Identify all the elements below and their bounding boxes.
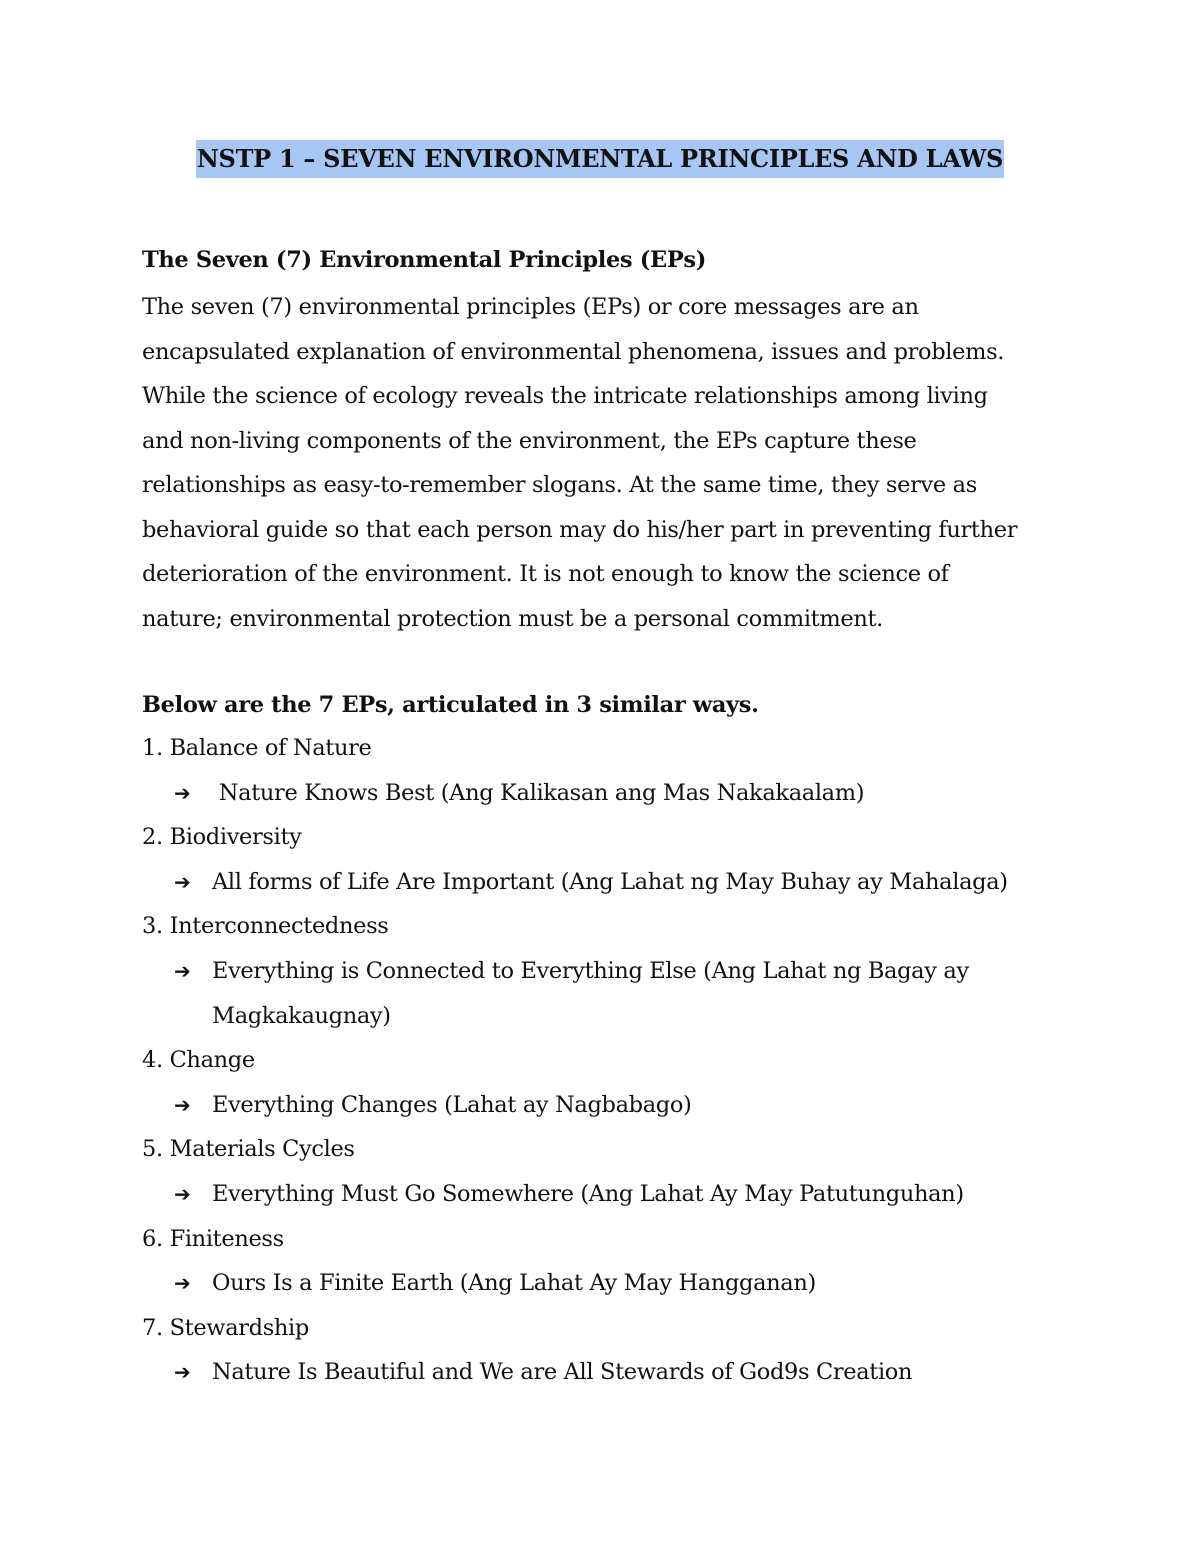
- document-title: NSTP 1 – SEVEN ENVIRONMENTAL PRINCIPLES AND LAWS: [196, 140, 1004, 178]
- principle-title: 2. Biodiversity: [142, 824, 302, 851]
- list-item: [142, 815, 1062, 904]
- slogan-line: All forms of Life Are Important (Ang Lahat ng May Buhay ay Mahalaga): [212, 868, 1008, 895]
- intro-line: deterioration of the environment. It is not enough to know the science of: [142, 561, 949, 587]
- list-item: [142, 1127, 1062, 1216]
- intro-line: behavioral guide so that each person may do his/her part in preventing further: [142, 516, 1018, 543]
- title-container: [0, 140, 1200, 178]
- arrow-icon: ➔: [174, 1360, 191, 1385]
- intro-line: and non-living components of the environment, the EPs capture these: [142, 427, 917, 454]
- arrow-icon: ➔: [174, 958, 191, 983]
- principle-slogan: [142, 1261, 1062, 1306]
- principle-title: 3. Interconnectedness: [142, 913, 389, 940]
- section-heading: The Seven (7) Environmental Principles (EPs): [142, 247, 707, 273]
- principle-slogan: [142, 771, 1062, 816]
- list-item: [142, 726, 1062, 815]
- slogan-line: Everything is Connected to Everything Else (Ang Lahat ng Bagay ay: [212, 957, 969, 984]
- list-item: [142, 1217, 1062, 1306]
- principle-slogan: [142, 949, 1062, 1038]
- arrow-icon: ➔: [174, 780, 191, 805]
- principle-slogan: [142, 1172, 1062, 1217]
- intro-line: nature; environmental protection must be a personal commitment.: [142, 605, 883, 632]
- slogan-line: Nature Is Beautiful and We are All Stewards of God9s Creation: [212, 1359, 913, 1386]
- list-item: [142, 904, 1062, 1038]
- principle-title: 4. Change: [142, 1047, 255, 1074]
- arrow-icon: ➔: [174, 869, 191, 894]
- list-item: [142, 1306, 1062, 1395]
- principle-title: 1. Balance of Nature: [142, 735, 372, 761]
- slogan-line: Magkakaugnay): [212, 1002, 391, 1029]
- principle-slogan: [142, 860, 1062, 905]
- slogan-line: Everything Changes (Lahat ay Nagbabago): [212, 1091, 692, 1118]
- principles-list: [142, 726, 1062, 1395]
- arrow-icon: ➔: [174, 1181, 191, 1206]
- principle-title: 7. Stewardship: [142, 1314, 309, 1341]
- list-heading: Below are the 7 EPs, articulated in 3 similar ways.: [142, 692, 759, 718]
- intro-line: While the science of ecology reveals the intricate relationships among living: [142, 383, 988, 409]
- slogan-line: Everything Must Go Somewhere (Ang Lahat Ay May Patutunguhan): [212, 1180, 964, 1207]
- slogan-line: Nature Knows Best (Ang Kalikasan ang Mas Nakakaalam): [212, 779, 865, 806]
- slogan-line: Ours Is a Finite Earth (Ang Lahat Ay May Hangganan): [212, 1270, 816, 1297]
- principle-slogan: [142, 1083, 1062, 1128]
- principle-slogan: [142, 1350, 1062, 1395]
- principle-title: 6. Finiteness: [142, 1225, 284, 1252]
- intro-paragraph: [142, 285, 1062, 641]
- intro-line: The seven (7) environmental principles (EPs) or core messages are an: [142, 294, 919, 320]
- arrow-icon: ➔: [174, 1092, 191, 1117]
- intro-line: relationships as easy-to-remember slogans. At the same time, they serve as: [142, 472, 977, 498]
- intro-line: encapsulated explanation of environmental phenomena, issues and problems.: [142, 338, 1005, 365]
- arrow-icon: ➔: [174, 1271, 191, 1296]
- list-item: [142, 1038, 1062, 1127]
- principle-title: 5. Materials Cycles: [142, 1136, 355, 1163]
